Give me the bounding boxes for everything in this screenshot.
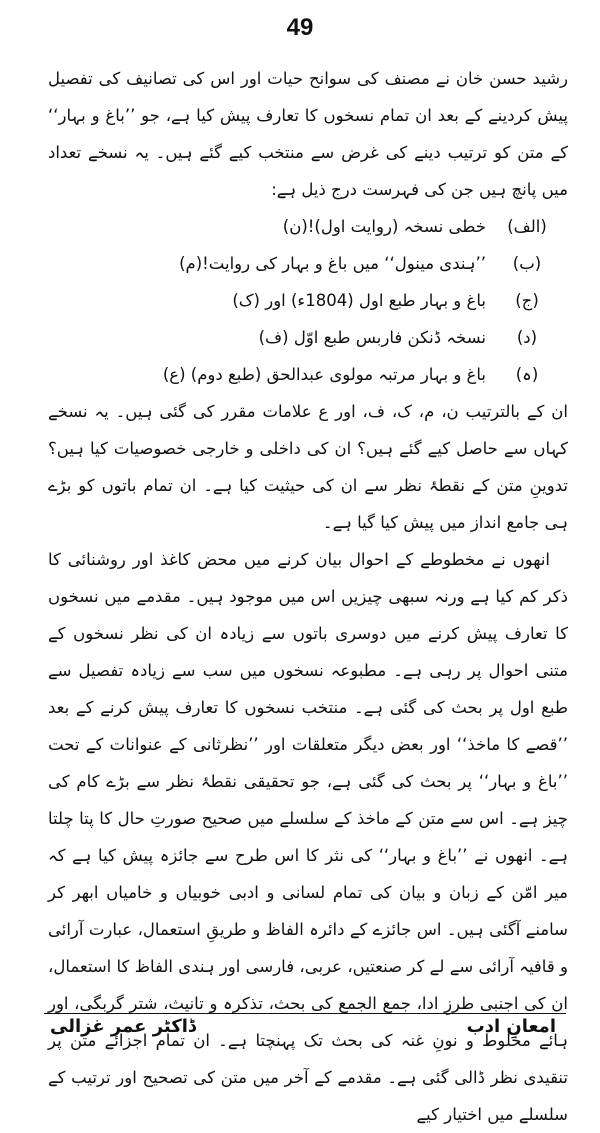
list-item-text: نسخہ ڈنکن فاربس طبع اوّل (ف)	[258, 328, 486, 347]
page-content	[48, 60, 568, 1133]
list-item-text: باغ و بہار مرتبہ مولوی عبدالحق (طبع دوم) (ع)	[162, 365, 486, 384]
list-item	[48, 356, 568, 393]
manuscript-list	[48, 208, 568, 393]
page-number: 49	[286, 14, 314, 41]
paragraph-sigla: ان کے بالترتیب ن، م، ک، ف، اور ع علامات مقرر کی گئی ہیں۔ یہ نسخے کہاں سے حاصل کیے گئے ہیں؟ ان کی داخلی و خارجی خصوصیات کیا ہیں؟ تدوینِ متن کے نقطۂ نظر سے ان کی حیثیت کیا ہے۔ ان تمام باتوں کو بڑے ہی جامع انداز میں پیش کیا گیا ہے۔	[48, 402, 568, 532]
list-item	[48, 319, 568, 356]
list-item-text: ’’ہندی مینول‘‘ میں باغ و بہار کی روایت!(م)	[179, 254, 486, 273]
footer-author: ڈاکٹر عمر غزالی	[50, 1016, 196, 1037]
list-item-letter: (الف)	[507, 217, 547, 236]
list-item-text: باغ و بہار طبع اول (1804ء) اور (ک)	[232, 291, 486, 310]
list-item	[48, 208, 568, 245]
paragraph-intro: رشید حسن خان نے مصنف کی سوانح حیات اور اس کی تصانیف کی تفصیل پیش کردینے کے بعد ان تمام نسخوں کا تعارف پیش کیا ہے، جو ’’باغ و بہار‘‘ کے متن کو ترتیب دینے کی غرض سے منتخب کیے گئے ہیں۔ یہ نسخے تعداد میں پانچ ہیں جن کی فہرست درج ذیل ہے:	[48, 69, 568, 199]
list-item-letter: (ج)	[515, 291, 539, 310]
list-item	[48, 282, 568, 319]
paragraph-body: انھوں نے مخطوطے کے احوال بیان کرنے میں محض کاغذ اور روشنائی کا ذکر کم کیا ہے ورنہ سبھی چیزیں اس میں موجود ہیں۔ مقدمے میں نسخوں کا تعارف پیش کرنے میں دوسری باتوں سے زیادہ ان کی نظر نسخوں کے متنی احوال پر رہی ہے۔ مطبوعہ نسخوں میں سب سے زیادہ تفصیل سے طبع اول پر بحث کی گئی ہے۔ منتخب نسخوں کا تعارف پیش کرنے کے بعد ’’قصے کا ماخذ‘‘ اور بعض دیگر متعلقات اور ’’نظرثانی کے عنوانات کے تحت ’’باغ و بہار‘‘ پر بحث کی گئی ہے، جو تحقیقی نقطۂ نظر سے بڑے کام کی چیز ہے۔ اس سے متن کے ماخذ کے سلسلے میں صحیح صورتِ حال کا پتا چلتا ہے۔ انھوں نے ’’باغ و بہار‘‘ کی نثر کا اس طرح سے جائزہ پیش کیا ہے کہ میر امّن کے زبان و بیان کی تمام لسانی و ادبی خوبیاں و خامیاں ابھر کر سامنے آگئی ہیں۔ اس جائزے کے دائرہ الفاظ و طریقِ استعمال، عبارت آرائی و قافیہ آرائی سے لے کر صنعتیں، عربی، فارسی اور ہندی الفاظ کا استعمال، ان کی اجنبی طرزِ ادا، جمع الجمع کی بحث، تذکرہ و تانیث، شتر گربگی، اور ہائے مخلوط و نونِ غنہ کی بحث تک پہنچتا ہے۔ ان تمام اجزائے متن پر تنقیدی نظر ڈالی گئی ہے۔ مقدمے کے آخر میں متن کی تصحیح اور ترتیب کے سلسلے میں اختیار کیے	[48, 550, 568, 1124]
list-item-letter: (ہ)	[515, 365, 539, 384]
footer-divider	[44, 1013, 566, 1014]
footer-book-title: امعانِ ادب	[466, 1016, 556, 1037]
list-item-letter: (ب)	[512, 254, 542, 273]
list-item	[48, 245, 568, 282]
list-item-letter: (د)	[516, 328, 538, 347]
list-item-text: خطی نسخہ (روایت اول)!(ن)	[282, 217, 486, 236]
